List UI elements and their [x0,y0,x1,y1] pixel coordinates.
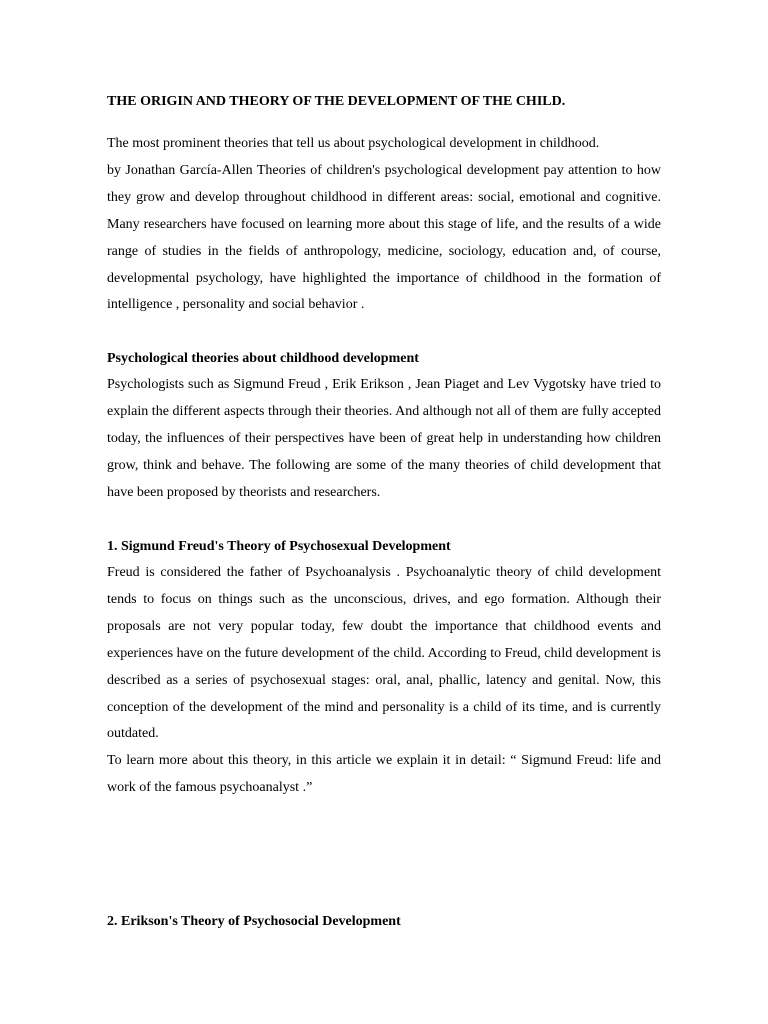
intro-lead: The most prominent theories that tell us about psychological development in childhood. [107,136,600,151]
document-title: THE ORIGIN AND THEORY OF THE DEVELOPMENT OF THE CHILD. [107,94,566,109]
intro-body: by Jonathan García-Allen Theories of children's psychological development pay attention to how they grow and develop throughout childhood in different areas: social, emotional and cognitive. Many researchers have focused on learning more about this stage of life, and the results of a wide range of studies in the fields of anthropology, medicine, sociology, education and, of course, developmental psychology, have highlighted the importance of childhood in the formation of intelligence , personality and social behavior . [107,162,661,313]
section-body-freud: Freud is considered the father of Psychoanalysis . Psychoanalytic theory of child development tends to focus on things such as the unconscious, drives, and ego formation. Although their proposals are not very popular today, few doubt the importance that childhood events and experiences have on the future development of the child. According to Freud, child development is described as a series of psychosexual stages: oral, anal, phallic, latency and genital. Now, this conception of the development of the mind and personality is a child of its time, and is currently outdated. [107,565,661,742]
section-heading-freud: 1. Sigmund Freud's Theory of Psychosexual Development [107,539,451,554]
section-body-psychological-theories: Psychologists such as Sigmund Freud , Erik Erikson , Jean Piaget and Lev Vygotsky have tried to explain the different aspects through their theories. And although not all of them are fully accepted today, the influences of their perspectives have been of great help in understanding how children grow, think and behave. The following are some of the many theories of child development that have been proposed by theorists and researchers. [107,377,661,500]
freud-section [107,560,661,802]
freud-more-info: To learn more about this theory, in this article we explain it in detail: “ Sigmund Freud: life and work of the famous psychoanalyst .” [107,753,661,796]
section-heading-psychological-theories: Psychological theories about childhood development [107,351,419,366]
intro-section [107,131,661,319]
section-heading-erikson: 2. Erikson's Theory of Psychosocial Development [107,914,401,929]
